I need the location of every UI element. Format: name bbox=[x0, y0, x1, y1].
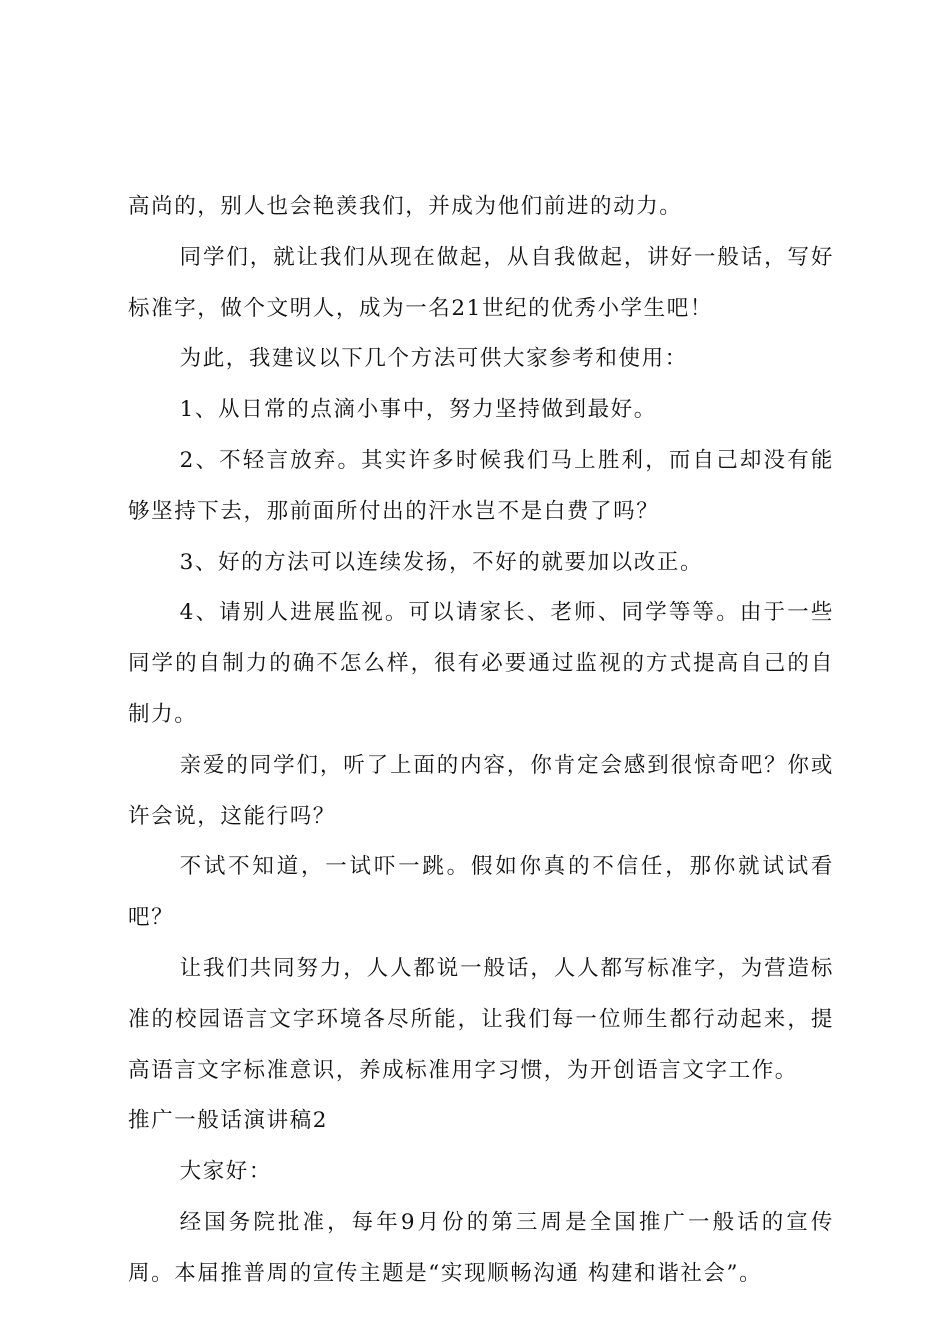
paragraph-1: 高尚的，别人也会艳羡我们，并成为他们前进的动力。 bbox=[128, 194, 683, 219]
document-body bbox=[128, 182, 834, 1300]
list-item-1: 1、从日常的点滴小事中，努力坚持做到最好。 bbox=[179, 397, 657, 423]
list-item-2: 2、不轻言放弃。其实许多时候我们马上胜利，而自己却没有能够坚持下去，那前面所付出的汗水岂不是白费了吗？ bbox=[128, 447, 834, 524]
paragraph-2: 同学们，就让我们从现在做起，从自我做起，讲好一般话，写好标准字，做个文明人，成为一名21世纪的优秀小学生吧！ bbox=[128, 244, 834, 321]
section-heading: 推广一般话演讲稿2 bbox=[128, 1108, 329, 1134]
paragraph-try: 不试不知道，一试吓一跳。假如你真的不信任，那你就试试看吧？ bbox=[128, 854, 834, 931]
list-item-4: 4、请别人进展监视。可以请家长、老师、同学等等。由于一些同学的自制力的确不怎么样，很有必要通过监视的方式提高自己的自制力。 bbox=[128, 600, 834, 727]
greeting: 大家好： bbox=[179, 1159, 272, 1185]
list-item-3: 3、好的方法可以连续发扬，不好的就要加以改正。 bbox=[179, 549, 704, 575]
paragraph-closing: 让我们共同努力，人人都说一般话，人人都写标准字，为营造标准的校园语言文字环境各尽所能，让我们每一位师生都行动起来，提高语言文字标准意识，养成标准用字习惯，为开创语言文字工作。 bbox=[128, 955, 834, 1083]
paragraph-3: 为此，我建议以下几个方法可供大家参考和使用： bbox=[179, 346, 688, 372]
paragraph-question: 亲爱的同学们，听了上面的内容，你肯定会感到很惊奇吧？你或许会说，这能行吗？ bbox=[128, 752, 834, 829]
paragraph-intro: 经国务院批准，每年9月份的第三周是全国推广一般话的宣传周。本届推普周的宣传主题是“实现顺畅沟通 构建和谐社会”。 bbox=[128, 1209, 834, 1286]
